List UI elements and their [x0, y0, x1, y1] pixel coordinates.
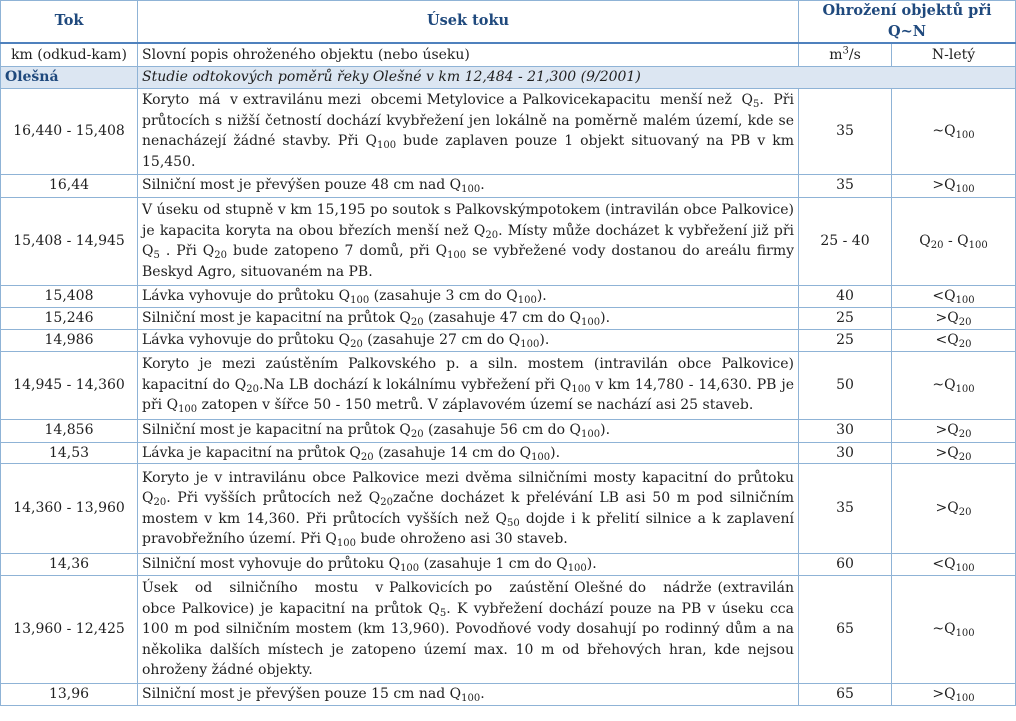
subheader-km: km (odkud-kam)	[1, 43, 138, 67]
river-name: Olešná	[1, 67, 138, 89]
return-period-cell: $>Q_{20}$	[892, 442, 1016, 464]
discharge-cell: 30	[799, 442, 892, 464]
river-section-row	[1, 67, 1016, 89]
table-row	[1, 197, 1016, 285]
description-cell: Lávka je kapacitní na průtok $Q_{20}$ (zasahuje 14 cm do $Q_{100}$).	[138, 442, 799, 464]
table-row	[1, 464, 1016, 554]
table-row	[1, 576, 1016, 684]
return-period-cell: $>Q_{20}$	[892, 464, 1016, 554]
discharge-cell: 35	[799, 174, 892, 197]
discharge-cell: 35	[799, 88, 892, 174]
return-period-cell: $Q_{20} - Q_{100}$	[892, 197, 1016, 285]
discharge-cell: 60	[799, 554, 892, 576]
header-ohrozeni: Ohrožení objektů při Q~N	[799, 1, 1016, 44]
description-cell: Koryto má v extravilánu mezi obcemi Metylovice a Palkovicekapacitu menší než $Q_5$. Při průtocích s nižší četností dochází kvybřežení jen lokálně na poměrně malém území, kde se nenacházejí žádné stavby. Při $Q_{100}$ bude zaplaven pouze 1 objekt situovaný na PB v km 15,450.	[138, 88, 799, 174]
description-cell: Lávka vyhovuje do průtoku $Q_{20}$ (zasahuje 27 cm do $Q_{100}$).	[138, 329, 799, 351]
table-row	[1, 351, 1016, 419]
km-cell: 16,44	[1, 174, 138, 197]
discharge-cell: 30	[799, 419, 892, 442]
km-cell: 14,53	[1, 442, 138, 464]
description-cell: Koryto je mezi zaústěním Palkovského p. a siln. mostem (intravilán obce Palkovice) kapacitní do $Q_{20}.Na$ LB dochází k lokálnímu vybřežení při $Q_{100}$ v km 14,780 - 14,630. PB je při $Q_{100}$ zatopen v šířce 50 - 150 metrů. V záplavovém území se nachází asi 25 staveb.	[138, 351, 799, 419]
return-period-cell: $>Q_{20}$	[892, 419, 1016, 442]
description-cell: Silniční most je převýšen pouze 15 cm nad $Q_{100}$.	[138, 684, 799, 706]
table-row	[1, 684, 1016, 706]
discharge-cell: 25	[799, 307, 892, 329]
discharge-cell: 50	[799, 351, 892, 419]
return-period-cell: $<Q_{20}$	[892, 329, 1016, 351]
km-cell: 14,36	[1, 554, 138, 576]
table-row	[1, 88, 1016, 174]
km-cell: 14,945 - 14,360	[1, 351, 138, 419]
discharge-cell: 65	[799, 684, 892, 706]
table-subheader-row	[1, 43, 1016, 67]
return-period-cell: $\sim Q_{100}$	[892, 576, 1016, 684]
km-cell: 14,986	[1, 329, 138, 351]
description-cell: Silniční most je kapacitní na průtok $Q_{20}$ (zasahuje 56 cm do $Q_{100}$).	[138, 419, 799, 442]
return-period-cell: $<Q_{100}$	[892, 554, 1016, 576]
discharge-cell: 25	[799, 329, 892, 351]
table-row	[1, 329, 1016, 351]
return-period-cell: $\sim Q_{100}$	[892, 351, 1016, 419]
discharge-cell: 35	[799, 464, 892, 554]
table-row	[1, 419, 1016, 442]
table-header-row	[1, 1, 1016, 44]
description-cell: Silniční most je kapacitní na průtok $Q_{20}$ (zasahuje 47 cm do $Q_{100}$).	[138, 307, 799, 329]
km-cell: 15,246	[1, 307, 138, 329]
table-row	[1, 285, 1016, 307]
km-cell: 15,408	[1, 285, 138, 307]
table-row	[1, 174, 1016, 197]
table-row	[1, 442, 1016, 464]
return-period-cell: $>Q_{100}$	[892, 174, 1016, 197]
return-period-cell: $>Q_{100}$	[892, 684, 1016, 706]
subheader-nlety: N-letý	[892, 43, 1016, 67]
discharge-cell: 25 - 40	[799, 197, 892, 285]
km-cell: 16,440 - 15,408	[1, 88, 138, 174]
subheader-unit	[799, 43, 892, 67]
description-cell: Úsek od silničního mostu v Palkovicích po zaústění Olešné do nádrže (extravilán obce Palkovice) je kapacitní na průtok $Q_5$. K vybřežení dochází pouze na PB v úseku cca 100 m pod silničním mostem (km 13,960). Povodňové vody dosahují po rodinný dům a na několika dalších místech je zatopeno území max. 10 m od břehových hran, kde nejsou ohroženy žádné objekty.	[138, 576, 799, 684]
km-cell: 13,96	[1, 684, 138, 706]
header-tok: Tok	[1, 1, 138, 44]
unit-text: $m^3/s$	[829, 45, 861, 63]
table-row	[1, 554, 1016, 576]
km-cell: 15,408 - 14,945	[1, 197, 138, 285]
km-cell: 14,360 - 13,960	[1, 464, 138, 554]
description-cell: Silniční most je převýšen pouze 48 cm nad $Q_{100}$.	[138, 174, 799, 197]
subheader-popis: Slovní popis ohroženého objektu (nebo úseku)	[138, 43, 799, 67]
km-cell: 13,960 - 12,425	[1, 576, 138, 684]
discharge-cell: 65	[799, 576, 892, 684]
km-cell: 14,856	[1, 419, 138, 442]
discharge-cell: 40	[799, 285, 892, 307]
description-cell: Koryto je v intravilánu obce Palkovice mezi dvěma silničními mosty kapacitní do průtoku $Q_{20}$. Při vyšších průtocích než $Q_{20}začne$ docházet k přelévání LB asi 50 m pod silničním mostem v km 14,360. Při průtocích vyšších než $Q_{50}$ dojde i k přelití silnice a k zaplavení pravobřežního území. Při $Q_{100}$ bude ohroženo asi 30 staveb.	[138, 464, 799, 554]
river-study-note: Studie odtokových poměrů řeky Olešné v km 12,484 - 21,300 (9/2001)	[138, 67, 1016, 89]
description-cell: Silniční most vyhovuje do průtoku $Q_{100}$ (zasahuje 1 cm do $Q_{100}$).	[138, 554, 799, 576]
return-period-cell: $\sim Q_{100}$	[892, 88, 1016, 174]
table-row	[1, 307, 1016, 329]
return-period-cell: $>Q_{20}$	[892, 307, 1016, 329]
description-cell: Lávka vyhovuje do průtoku $Q_{100}$ (zasahuje 3 cm do $Q_{100}$).	[138, 285, 799, 307]
return-period-cell: $<Q_{100}$	[892, 285, 1016, 307]
description-cell: V úseku od stupně v km 15,195 po soutok s Palkovskýmpotokem (intravilán obce Palkovice) je kapacita koryta na obou březích menší než $Q_{20}$. Místy může docházet k vybřežení již při $Q_5$ . Při $Q_{20}$ bude zatopeno 7 domů, při $Q_{100}$ se vybřežené vody dostanou do areálu firmy Beskyd Agro, situovaném na PB.	[138, 197, 799, 285]
table-body	[1, 67, 1016, 706]
header-usek-toku: Úsek toku	[138, 1, 799, 44]
